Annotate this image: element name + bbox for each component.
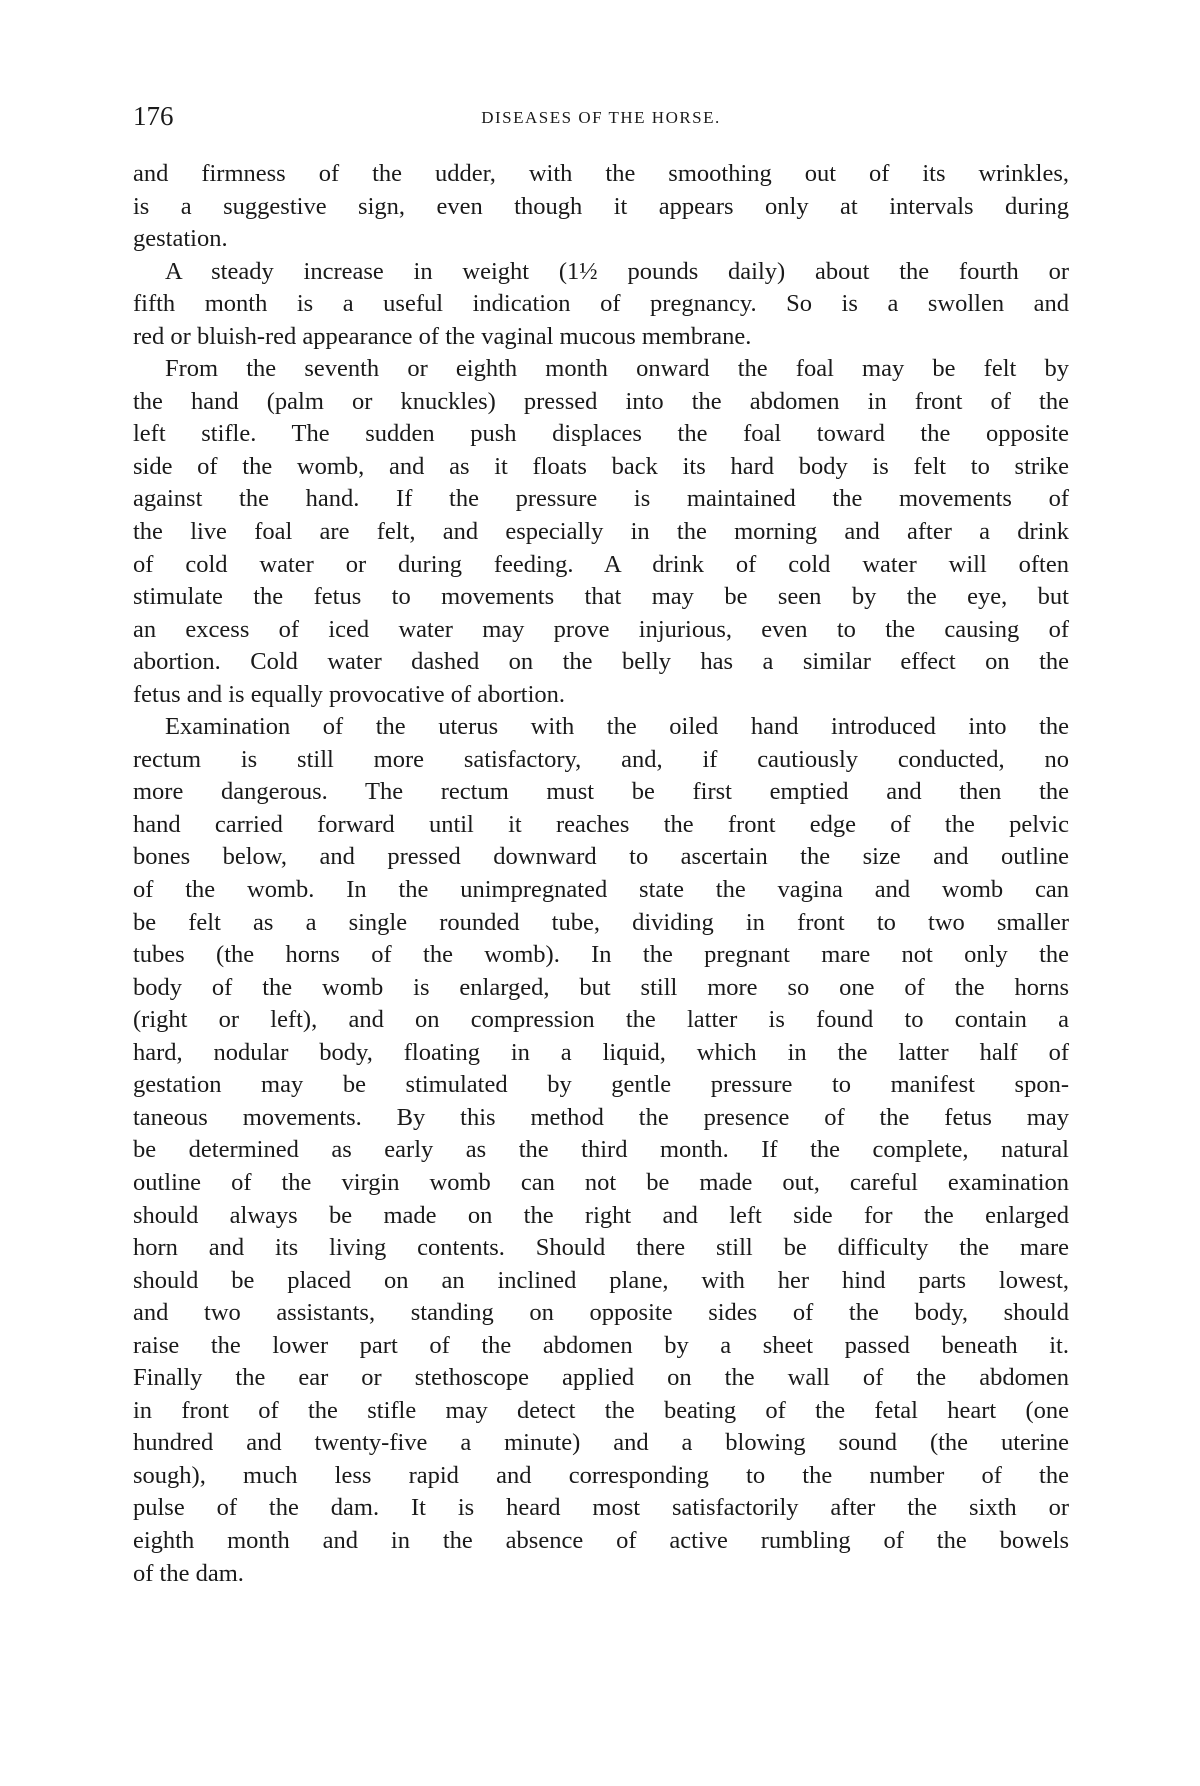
text-line: tubes (the horns of the womb). In the pregnant mare not only the <box>133 941 1069 969</box>
text-line: pulse of the dam. It is heard most satisfactorily after the sixth or <box>133 1494 1069 1522</box>
text-line: against the hand. If the pressure is maintained the movements of <box>133 485 1069 513</box>
text-line: raise the lower part of the abdomen by a sheet passed beneath it. <box>133 1331 1069 1359</box>
text-line: is a suggestive sign, even though it appears only at intervals during <box>133 192 1069 220</box>
text-line: of cold water or during feeding. A drink of cold water will often <box>133 550 1069 578</box>
text-line: an excess of iced water may prove injurious, even to the causing of <box>133 615 1069 643</box>
text-line: the live foal are felt, and especially in the morning and after a drink <box>133 518 1069 546</box>
text-line: gestation. <box>133 225 228 253</box>
text-line: be determined as early as the third month. If the complete, natural <box>133 1136 1069 1164</box>
running-title: DISEASES OF THE HORSE. <box>481 108 721 127</box>
text-line: and two assistants, standing on opposite sides of the body, should <box>133 1299 1069 1327</box>
text-line: hundred and twenty-five a minute) and a blowing sound (the uterine <box>133 1429 1069 1457</box>
text-line: Finally the ear or stethoscope applied on the wall of the abdomen <box>133 1364 1069 1392</box>
text-line: rectum is still more satisfactory, and, if cautiously conducted, no <box>133 745 1069 773</box>
text-line: fifth month is a useful indication of pregnancy. So is a swollen and <box>133 290 1069 318</box>
text-line: the hand (palm or knuckles) pressed into the abdomen in front of the <box>133 387 1069 415</box>
text-line: body of the womb is enlarged, but still more so one of the horns <box>133 973 1069 1001</box>
text-line: should be placed on an inclined plane, with her hind parts lowest, <box>133 1266 1069 1294</box>
text-line: of the womb. In the unimpregnated state the vagina and womb can <box>133 876 1069 904</box>
text-line: red or bluish-red appearance of the vaginal mucous membrane. <box>133 322 752 350</box>
paragraph <box>133 711 1069 1590</box>
text-line: more dangerous. The rectum must be first emptied and then the <box>133 778 1069 806</box>
text-line: eighth month and in the absence of active rumbling of the bowels <box>133 1526 1069 1554</box>
running-head <box>133 96 1069 136</box>
text-line: side of the womb, and as it floats back its hard body is felt to strike <box>133 452 1069 480</box>
text-line: (right or left), and on compression the latter is found to contain a <box>133 1006 1069 1034</box>
text-line: bones below, and pressed downward to ascertain the size and outline <box>133 843 1069 871</box>
text-line: horn and its living contents. Should there still be difficulty the mare <box>133 1234 1069 1262</box>
paragraph <box>133 158 1069 256</box>
text-line: should always be made on the right and left side for the enlarged <box>133 1201 1069 1229</box>
paragraph <box>133 353 1069 711</box>
text-line: be felt as a single rounded tube, dividing in front to two smaller <box>133 908 1069 936</box>
text-line: stimulate the fetus to movements that may be seen by the eye, but <box>133 583 1069 611</box>
text-line: From the seventh or eighth month onward the foal may be felt by <box>165 355 1069 383</box>
text-line: and firmness of the udder, with the smoothing out of its wrinkles, <box>133 160 1069 187</box>
page-number: 176 <box>133 101 174 131</box>
text-line: of the dam. <box>133 1559 244 1587</box>
text-line: hard, nodular body, floating in a liquid, which in the latter half of <box>133 1038 1069 1066</box>
text-line: left stifle. The sudden push displaces the foal toward the opposite <box>133 420 1069 448</box>
book-page <box>133 96 1069 1590</box>
body-text <box>133 158 1069 1590</box>
text-line: taneous movements. By this method the presence of the fetus may <box>133 1103 1069 1131</box>
text-line: Examination of the uterus with the oiled hand introduced into the <box>165 713 1069 741</box>
paragraph <box>133 256 1069 354</box>
text-line: outline of the virgin womb can not be made out, careful examination <box>133 1168 1069 1196</box>
text-line: fetus and is equally provocative of abortion. <box>133 680 566 708</box>
text-line: A steady increase in weight (1½ pounds daily) about the fourth or <box>165 257 1069 285</box>
text-line: abortion. Cold water dashed on the belly has a similar effect on the <box>133 648 1069 676</box>
text-line: hand carried forward until it reaches the front edge of the pelvic <box>133 810 1069 838</box>
text-line: gestation may be stimulated by gentle pressure to manifest spon- <box>133 1071 1069 1099</box>
text-line: sough), much less rapid and corresponding to the number of the <box>133 1461 1069 1489</box>
text-line: in front of the stifle may detect the beating of the fetal heart (one <box>133 1396 1069 1424</box>
